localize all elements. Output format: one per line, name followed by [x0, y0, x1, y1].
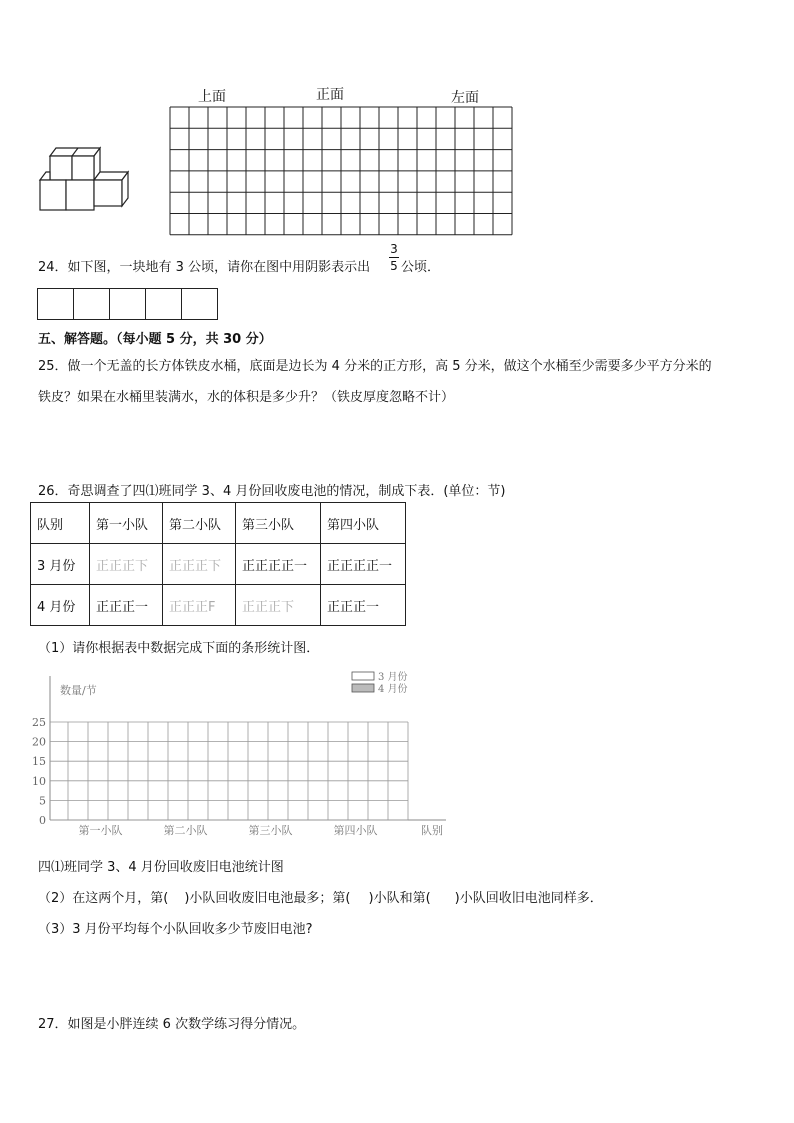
strip-cell[interactable] [37, 288, 74, 320]
battery-table [30, 502, 406, 626]
table-cell: 正正正下 [163, 544, 236, 585]
q26-sub3: （3）3 月份平均每个小队回收多少节废旧电池? [38, 922, 313, 937]
q24-text-before: 24．如下图，一块地有 3 公顷，请你在图中用阴影表示出 [38, 260, 371, 275]
y-tick-label: 25 [32, 716, 46, 729]
y-tick-label: 10 [32, 774, 46, 788]
q25-line1: 25．做一个无盖的长方体铁皮水桶，底面是边长为 4 分米的正方形，高 5 分米，做这个水桶至少需要多少平方分米的 [38, 359, 712, 374]
sub2-part: )小队回收废旧电池最多；第( [184, 891, 351, 906]
q26-sub1: （1）请你根据表中数据完成下面的条形统计图． [38, 641, 320, 656]
strip-cell[interactable] [73, 288, 110, 320]
x-axis-label: 队别 [421, 824, 443, 837]
table-cell: 正正正一 [90, 585, 163, 626]
table-row-april [31, 585, 406, 626]
table-header-row [31, 503, 406, 544]
q26-sub2 [38, 887, 603, 906]
sub2-part: )小队回收旧电池同样多． [454, 891, 603, 906]
table-row-label: 3 月份 [31, 544, 90, 585]
label-left-view: 左面 [451, 90, 479, 106]
legend-label: 3 月份 [378, 672, 408, 683]
table-header-cell: 第二小队 [163, 503, 236, 544]
x-tick-label: 第三小队 [248, 824, 293, 837]
strip-cell[interactable] [145, 288, 182, 320]
table-cell: 正正正正一 [321, 544, 406, 585]
x-tick-label: 第二小队 [163, 824, 208, 837]
sub2-part: （2）在这两个月，第( [38, 891, 169, 906]
table-row-label: 4 月份 [31, 585, 90, 626]
legend-swatch [352, 684, 374, 692]
y-tick-label: 20 [32, 735, 46, 749]
label-front-view: 正面 [316, 87, 344, 103]
table-cell: 正正正下 [236, 585, 321, 626]
y-axis-label: 数量/节 [60, 684, 97, 697]
legend-label: 4 月份 [378, 684, 408, 695]
table-cell: 正正正一 [321, 585, 406, 626]
fraction-numerator: 3 [390, 242, 398, 256]
table-header-cell: 第一小队 [90, 503, 163, 544]
table-header-cell: 队别 [31, 503, 90, 544]
table-cell: 正正正下 [90, 544, 163, 585]
drawing-grid[interactable] [169, 106, 513, 236]
land-strip[interactable] [38, 288, 218, 320]
fraction-bar [389, 257, 399, 258]
table-row-march [31, 544, 406, 585]
y-tick-label: 0 [39, 814, 46, 827]
y-tick-label: 15 [32, 755, 46, 769]
q24-text-after: 公顷． [401, 260, 441, 275]
strip-cell[interactable] [181, 288, 218, 320]
fraction-denominator: 5 [390, 259, 398, 273]
sub2-part: )小队和第( [368, 891, 431, 906]
x-tick-label: 第一小队 [78, 824, 123, 837]
table-cell: 正正正正一 [236, 544, 321, 585]
table-cell: 正正正F [163, 585, 236, 626]
bar-chart[interactable] [30, 668, 460, 846]
y-tick-label: 5 [39, 794, 46, 808]
chart-caption: 四⑴班同学 3、4 月份回收废旧电池统计图 [38, 860, 284, 875]
q26-intro: 26．奇思调查了四⑴班同学 3、4 月份回收废电池的情况，制成下表．(单位：节) [38, 484, 506, 499]
x-tick-label: 第四小队 [333, 824, 378, 837]
q27-text: 27．如图是小胖连续 6 次数学练习得分情况。 [38, 1017, 306, 1032]
q25-line2: 铁皮？如果在水桶里装满水，水的体积是多少升？（铁皮厚度忽略不计） [38, 390, 455, 405]
strip-cell[interactable] [109, 288, 146, 320]
table-header-cell: 第三小队 [236, 503, 321, 544]
label-top-view: 上面 [198, 89, 226, 105]
cube-figure [38, 140, 138, 216]
legend-swatch [352, 672, 374, 680]
section-title: 五、解答题。（每小题 5 分，共 30 分） [38, 332, 272, 347]
table-header-cell: 第四小队 [321, 503, 406, 544]
